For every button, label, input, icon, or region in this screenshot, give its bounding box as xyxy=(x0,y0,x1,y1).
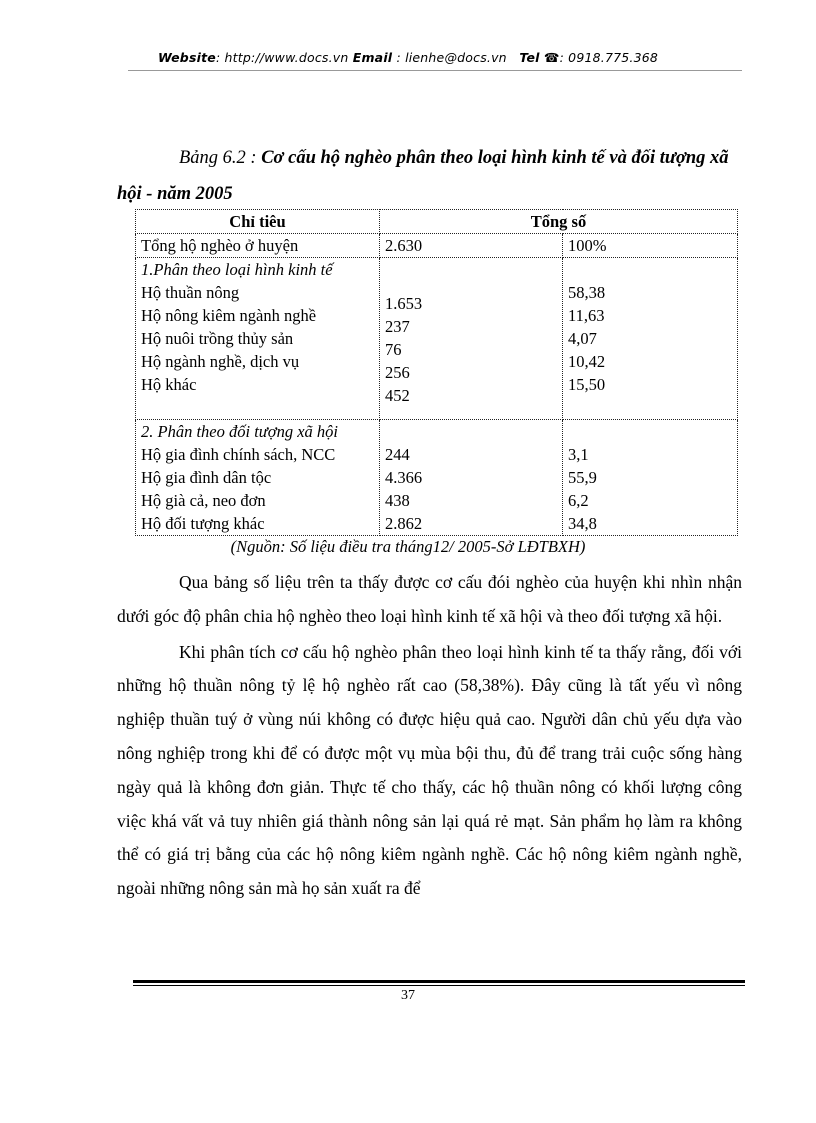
section2-count: 244 xyxy=(385,445,410,464)
page-number: 37 xyxy=(401,988,415,1003)
section2-label: Hộ gia đình chính sách, NCC xyxy=(141,445,336,464)
section1-label: Hộ thuần nông xyxy=(141,283,240,302)
section2-percent: 6,2 xyxy=(568,491,589,510)
section2-labels xyxy=(136,420,380,536)
tel-label: Tel xyxy=(519,50,540,65)
tel-value: : 0918.775.368 xyxy=(559,50,659,65)
section1-label: Hộ khác xyxy=(141,375,197,394)
phone-icon: ☎ xyxy=(543,50,560,65)
total-count: 2.630 xyxy=(380,234,563,258)
table-caption xyxy=(117,140,747,212)
section2-label: Hộ già cả, neo đơn xyxy=(141,491,266,510)
total-label: Tổng hộ nghèo ở huyện xyxy=(136,234,380,258)
section2-label: Hộ đối tượng khác xyxy=(141,514,265,533)
section1-title: 1.Phân theo loại hình kinh tế xyxy=(141,260,333,279)
section1-label: Hộ nông kiêm ngành nghề xyxy=(141,306,317,325)
section1-percents xyxy=(563,258,738,420)
section2-percent: 55,9 xyxy=(568,468,597,487)
section1-label: Hộ nuôi trồng thủy sản xyxy=(141,329,294,348)
footer-divider-thick xyxy=(133,980,745,983)
section1-percent: 58,38 xyxy=(568,283,606,302)
paragraph: Khi phân tích cơ cấu hộ nghèo phân theo loại hình kinh tế ta thấy rằng, đối với những hộ thuần nông tỷ lệ hộ nghèo rất cao (58,38%). Đây cũng là tất yếu vì nông nghiệp thuần tuý ở vùng núi không có được hiệu quả cao. Người dân chủ yếu dựa vào nông nghiệp trong khi để có được một vụ mùa bội thu, đủ để trang trải cuộc sống hàng ngày quả là không đơn giản. Thực tế cho thấy, các hộ thuần nông có khối lượng công việc khá vất vả tuy nhiên giá thành nông sản lại quá rẻ mạt. Sản phẩm họ làm ra không thể có giá trị bằng của các hộ nông kiêm ngành nghề. Các hộ nông kiêm ngành nghề, ngoài những nông sản mà họ sản xuất ra để xyxy=(117,641,742,899)
email-label: Email xyxy=(352,50,393,65)
caption-title: Cơ cấu hộ nghèo phân theo loại hình kinh tế và đối tượng xã hội - năm 2005 xyxy=(117,148,729,204)
website-value: : http://www.docs.vn xyxy=(215,50,349,65)
section1-count: 1.653 xyxy=(385,294,423,313)
poverty-structure-table xyxy=(135,209,738,536)
section1-labels xyxy=(136,258,380,420)
section1-counts xyxy=(380,258,563,420)
section1-percent: 15,50 xyxy=(568,375,606,394)
section2-counts xyxy=(380,420,563,536)
section2-percent: 34,8 xyxy=(568,514,597,533)
body-text xyxy=(117,566,742,906)
page-header xyxy=(0,50,816,65)
table-row-section2 xyxy=(136,420,738,536)
section1-percent: 11,63 xyxy=(568,306,605,325)
section1-count: 452 xyxy=(385,386,410,405)
table-header-row xyxy=(136,210,738,234)
section1-percent: 4,07 xyxy=(568,329,597,348)
section2-count: 4.366 xyxy=(385,468,423,487)
header-total: Tổng số xyxy=(380,210,738,234)
email-value: : lienhe@docs.vn xyxy=(396,50,507,65)
caption-lead: Bảng 6.2 : xyxy=(179,148,257,168)
table-row-total xyxy=(136,234,738,258)
table-source-note: (Nguồn: Số liệu điều tra tháng12/ 2005-Sở LĐTBXH) xyxy=(230,537,586,556)
section1-count: 76 xyxy=(385,340,402,359)
section2-percent: 3,1 xyxy=(568,445,589,464)
header-divider xyxy=(128,70,742,71)
total-percent: 100% xyxy=(563,234,738,258)
section1-percent: 10,42 xyxy=(568,352,606,371)
section1-count: 256 xyxy=(385,363,410,382)
section2-count: 2.862 xyxy=(385,514,423,533)
section1-label: Hộ ngành nghề, dịch vụ xyxy=(141,352,300,371)
section2-label: Hộ gia đình dân tộc xyxy=(141,468,272,487)
section2-count: 438 xyxy=(385,491,410,510)
section2-percents xyxy=(563,420,738,536)
table-row-section1 xyxy=(136,258,738,420)
section1-count: 237 xyxy=(385,317,410,336)
footer-divider-thin xyxy=(133,985,745,986)
section2-title: 2. Phân theo đối tượng xã hội xyxy=(141,422,338,441)
paragraph: Qua bảng số liệu trên ta thấy được cơ cấu đói nghèo của huyện khi nhìn nhận dưới góc độ phân chia hộ nghèo theo loại hình kinh tế xã hội và theo đối tượng xã hội. xyxy=(117,572,742,626)
website-label: Website xyxy=(157,50,216,65)
header-indicator: Chỉ tiêu xyxy=(136,210,380,234)
